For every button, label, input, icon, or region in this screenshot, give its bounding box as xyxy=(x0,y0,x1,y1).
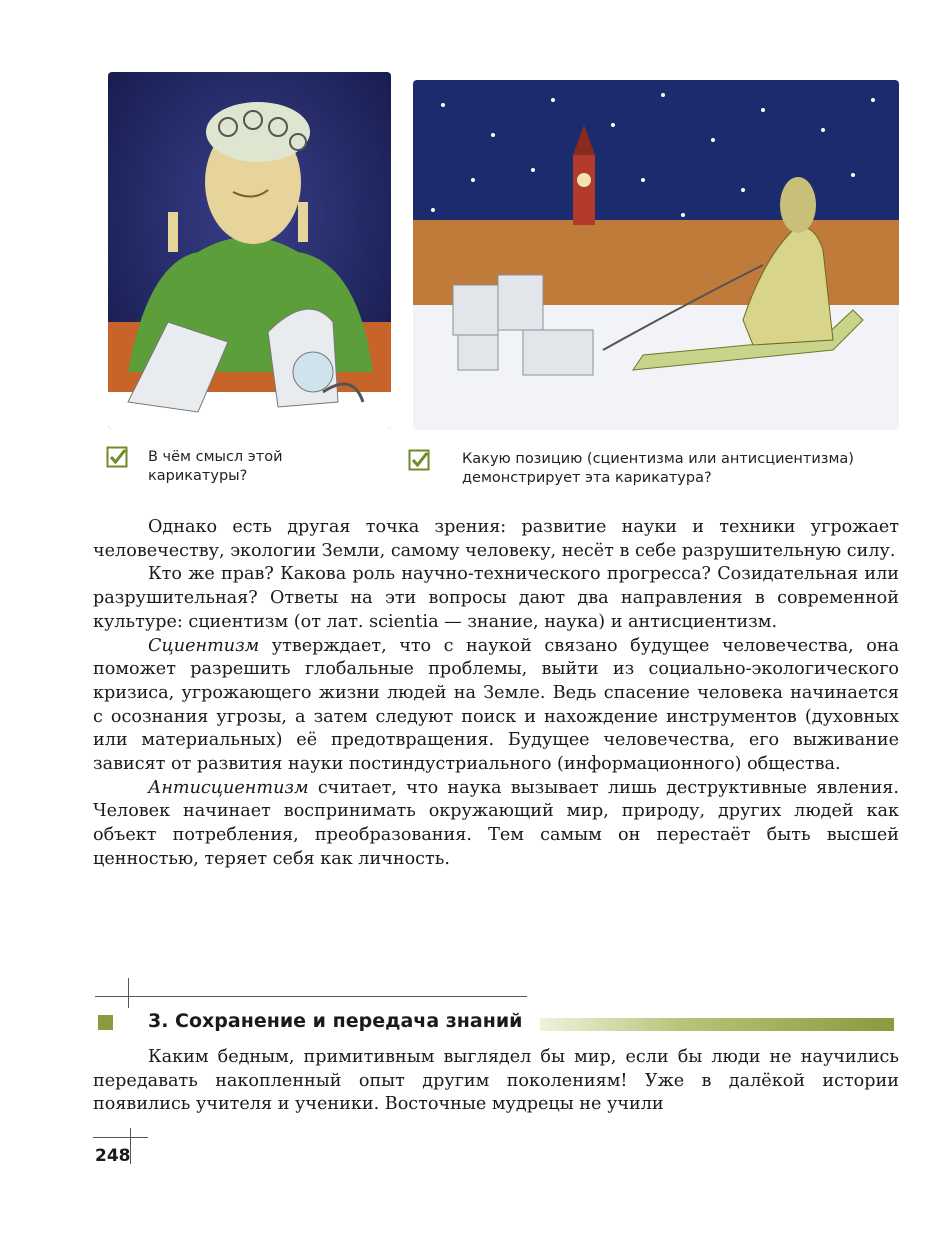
paragraph: Каким бедным, примитивным выглядел бы мир, если бы люди не научились передавать накопленный опыт другим поколениям! Уже в далёкой истории появились учителя и ученики. Восточные мудрецы не учили xyxy=(93,1047,899,1115)
section-text xyxy=(93,1046,899,1117)
section-bar xyxy=(540,1018,894,1031)
paragraph xyxy=(93,635,899,777)
section-title: 3. Сохранение и передача знаний xyxy=(148,1010,523,1032)
checkbox-icon xyxy=(106,446,128,468)
cartoon-man-with-plugs xyxy=(108,72,391,429)
caption-question-2: Какую позицию (сциентизма или антисциентизма) демонстрирует эта карикатура? xyxy=(462,451,854,486)
paragraph-text: считает, что наука вызывает лишь деструктивные явления. Человек начинает воспринимать окружающий мир, природу, других людей как объект потребления, преобразования. Тем самым он перестаёт быть высшей ценностью, теряет себя как личность. xyxy=(93,777,899,869)
crop-mark xyxy=(128,978,129,1008)
paragraph xyxy=(93,777,899,872)
paragraph: Однако есть другая точка зрения: развитие науки и техники угрожает человечеству, экологии Земли, самому человеку, несёт в себе разрушительную силу. xyxy=(93,517,899,561)
checkbox-icon xyxy=(408,449,430,471)
footer-divider xyxy=(93,1137,148,1138)
divider xyxy=(95,996,527,997)
term-scientism: Сциентизм xyxy=(148,635,260,656)
paragraph-text: утверждает, что с наукой связано будущее человечества, она поможет разрешить глобальные проблемы, выйти из социально-экологического кризиса, угрожающего жизни людей на Земле. Ведь спасение человека начинается с осознания угрозы, а затем следуют поиск и нахождение инструментов (духовных или материальных) её предотвращения. Будущее человечества, его выживание зависят от развития науки постиндустриального (информационного) общества. xyxy=(93,635,899,775)
cartoon-sled-with-computers xyxy=(413,80,899,430)
caption-question-1: В чём смысл этой карикатуры? xyxy=(148,449,283,484)
page-number: 248 xyxy=(95,1146,131,1166)
section-marker xyxy=(98,1015,113,1030)
term-antiscientism: Антисциентизм xyxy=(148,777,309,798)
paragraph: Кто же прав? Какова роль научно-технического прогресса? Созидательная или разрушительная? Ответы на эти вопросы дают два направления в современной культуре: сциентизм (от лат. scientia — знание, наука) и антисциентизм. xyxy=(93,564,899,632)
body-text xyxy=(93,516,899,872)
